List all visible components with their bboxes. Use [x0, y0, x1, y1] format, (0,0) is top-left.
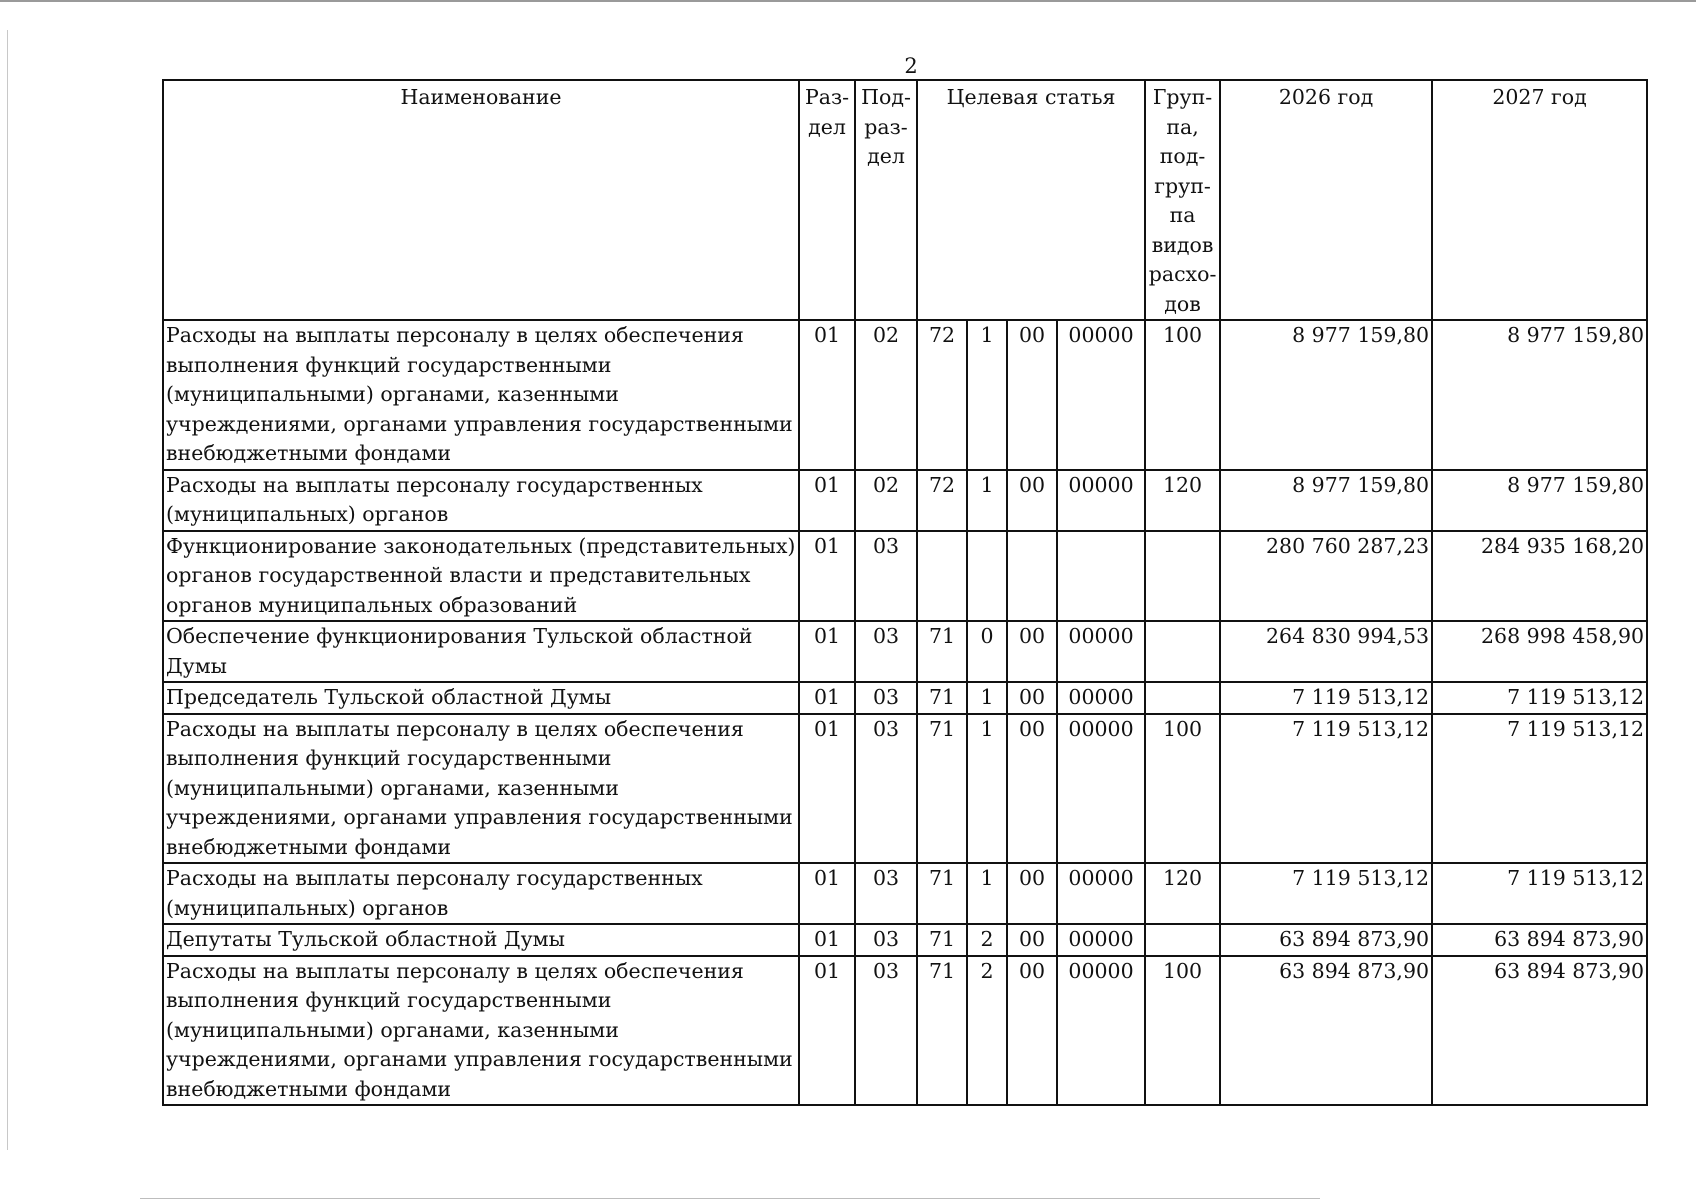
cell-target-direction: 00000	[1057, 621, 1145, 682]
cell-name: Обеспечение функционирования Тульской областной Думы	[163, 621, 799, 682]
scan-edge-left	[7, 30, 8, 1150]
cell-name: Депутаты Тульской областной Думы	[163, 924, 799, 956]
table-row	[163, 531, 1647, 622]
cell-expense-group: 120	[1145, 470, 1220, 531]
cell-amount-2027: 7 119 513,12	[1432, 682, 1647, 714]
cell-target-program	[917, 531, 967, 622]
cell-target-program: 71	[917, 682, 967, 714]
cell-amount-2026: 8 977 159,80	[1220, 470, 1432, 531]
cell-amount-2026: 63 894 873,90	[1220, 956, 1432, 1106]
cell-podrazdel: 03	[855, 682, 917, 714]
header-target-article: Целевая статья	[917, 80, 1145, 320]
cell-amount-2027: 8 977 159,80	[1432, 470, 1647, 531]
cell-target-direction: 00000	[1057, 470, 1145, 531]
table-row	[163, 621, 1647, 682]
cell-target-subprogram: 00	[1007, 956, 1057, 1106]
cell-amount-2026: 264 830 994,53	[1220, 621, 1432, 682]
cell-podrazdel: 02	[855, 320, 917, 470]
cell-name: Функционирование законодательных (представительных) органов государственной власти и представительных органов муниципальных образований	[163, 531, 799, 622]
cell-expense-group	[1145, 621, 1220, 682]
cell-target-subprogram	[1007, 531, 1057, 622]
cell-target-program: 71	[917, 924, 967, 956]
cell-name: Расходы на выплаты персоналу государственных (муниципальных) органов	[163, 470, 799, 531]
cell-name: Расходы на выплаты персоналу в целях обеспечения выполнения функций государственными (муниципальными) органами, казенными учреждениями, органами управления государственными внебюджетными фондами	[163, 956, 799, 1106]
bottom-scan-line	[140, 1198, 1320, 1199]
cell-amount-2026: 7 119 513,12	[1220, 863, 1432, 924]
cell-podrazdel: 03	[855, 714, 917, 864]
cell-target-direction: 00000	[1057, 714, 1145, 864]
cell-target-program: 71	[917, 863, 967, 924]
cell-podrazdel: 03	[855, 924, 917, 956]
cell-razdel: 01	[799, 621, 855, 682]
cell-target-subprogram: 00	[1007, 621, 1057, 682]
header-podrazdel: Под- раз- дел	[855, 80, 917, 320]
cell-razdel: 01	[799, 863, 855, 924]
cell-target-direction: 00000	[1057, 863, 1145, 924]
cell-target-type: 2	[967, 924, 1007, 956]
cell-target-type: 1	[967, 682, 1007, 714]
cell-amount-2026: 280 760 287,23	[1220, 531, 1432, 622]
table-row	[163, 682, 1647, 714]
cell-amount-2026: 8 977 159,80	[1220, 320, 1432, 470]
cell-target-subprogram: 00	[1007, 320, 1057, 470]
cell-razdel: 01	[799, 682, 855, 714]
header-year-2026: 2026 год	[1220, 80, 1432, 320]
header-razdel: Раз- дел	[799, 80, 855, 320]
cell-razdel: 01	[799, 470, 855, 531]
cell-target-subprogram: 00	[1007, 924, 1057, 956]
cell-podrazdel: 03	[855, 621, 917, 682]
cell-name: Расходы на выплаты персоналу в целях обеспечения выполнения функций государственными (муниципальными) органами, казенными учреждениями, органами управления государственными внебюджетными фондами	[163, 320, 799, 470]
cell-target-type: 2	[967, 956, 1007, 1106]
cell-amount-2027: 63 894 873,90	[1432, 924, 1647, 956]
cell-amount-2027: 63 894 873,90	[1432, 956, 1647, 1106]
cell-expense-group	[1145, 531, 1220, 622]
cell-target-subprogram: 00	[1007, 682, 1057, 714]
table-row	[163, 863, 1647, 924]
cell-name: Расходы на выплаты персоналу государственных (муниципальных) органов	[163, 863, 799, 924]
cell-razdel: 01	[799, 956, 855, 1106]
table-row	[163, 956, 1647, 1106]
cell-expense-group: 100	[1145, 714, 1220, 864]
cell-target-type: 1	[967, 320, 1007, 470]
cell-target-type: 1	[967, 470, 1007, 531]
cell-target-type: 1	[967, 863, 1007, 924]
cell-amount-2027: 7 119 513,12	[1432, 863, 1647, 924]
header-year-2027: 2027 год	[1432, 80, 1647, 320]
header-name: Наименование	[163, 80, 799, 320]
cell-amount-2027: 284 935 168,20	[1432, 531, 1647, 622]
header-expense-group: Груп- па, под- груп- па видов расхо- дов	[1145, 80, 1220, 320]
cell-target-direction: 00000	[1057, 320, 1145, 470]
cell-name: Председатель Тульской областной Думы	[163, 682, 799, 714]
cell-target-program: 72	[917, 470, 967, 531]
scan-edge-top	[0, 0, 1696, 2]
table-row	[163, 470, 1647, 531]
cell-amount-2026: 7 119 513,12	[1220, 714, 1432, 864]
cell-target-type: 0	[967, 621, 1007, 682]
cell-razdel: 01	[799, 320, 855, 470]
cell-target-direction: 00000	[1057, 924, 1145, 956]
cell-target-program: 72	[917, 320, 967, 470]
cell-target-subprogram: 00	[1007, 863, 1057, 924]
cell-razdel: 01	[799, 531, 855, 622]
cell-amount-2026: 7 119 513,12	[1220, 682, 1432, 714]
cell-amount-2027: 268 998 458,90	[1432, 621, 1647, 682]
cell-target-type	[967, 531, 1007, 622]
budget-table	[162, 79, 1648, 1106]
page-number: 2	[904, 54, 918, 78]
cell-podrazdel: 03	[855, 863, 917, 924]
cell-target-type: 1	[967, 714, 1007, 864]
table-row	[163, 924, 1647, 956]
cell-target-direction: 00000	[1057, 956, 1145, 1106]
cell-target-program: 71	[917, 621, 967, 682]
cell-expense-group: 120	[1145, 863, 1220, 924]
table-row	[163, 320, 1647, 470]
cell-target-subprogram: 00	[1007, 470, 1057, 531]
cell-amount-2026: 63 894 873,90	[1220, 924, 1432, 956]
cell-target-program: 71	[917, 714, 967, 864]
table-row	[163, 714, 1647, 864]
cell-expense-group	[1145, 924, 1220, 956]
cell-expense-group: 100	[1145, 320, 1220, 470]
cell-amount-2027: 8 977 159,80	[1432, 320, 1647, 470]
cell-podrazdel: 02	[855, 470, 917, 531]
cell-target-direction	[1057, 531, 1145, 622]
cell-target-program: 71	[917, 956, 967, 1106]
cell-amount-2027: 7 119 513,12	[1432, 714, 1647, 864]
table-header-row	[163, 80, 1647, 320]
cell-razdel: 01	[799, 924, 855, 956]
cell-razdel: 01	[799, 714, 855, 864]
cell-podrazdel: 03	[855, 531, 917, 622]
cell-target-direction: 00000	[1057, 682, 1145, 714]
cell-podrazdel: 03	[855, 956, 917, 1106]
cell-name: Расходы на выплаты персоналу в целях обеспечения выполнения функций государственными (муниципальными) органами, казенными учреждениями, органами управления государственными внебюджетными фондами	[163, 714, 799, 864]
cell-target-subprogram: 00	[1007, 714, 1057, 864]
cell-expense-group: 100	[1145, 956, 1220, 1106]
cell-expense-group	[1145, 682, 1220, 714]
